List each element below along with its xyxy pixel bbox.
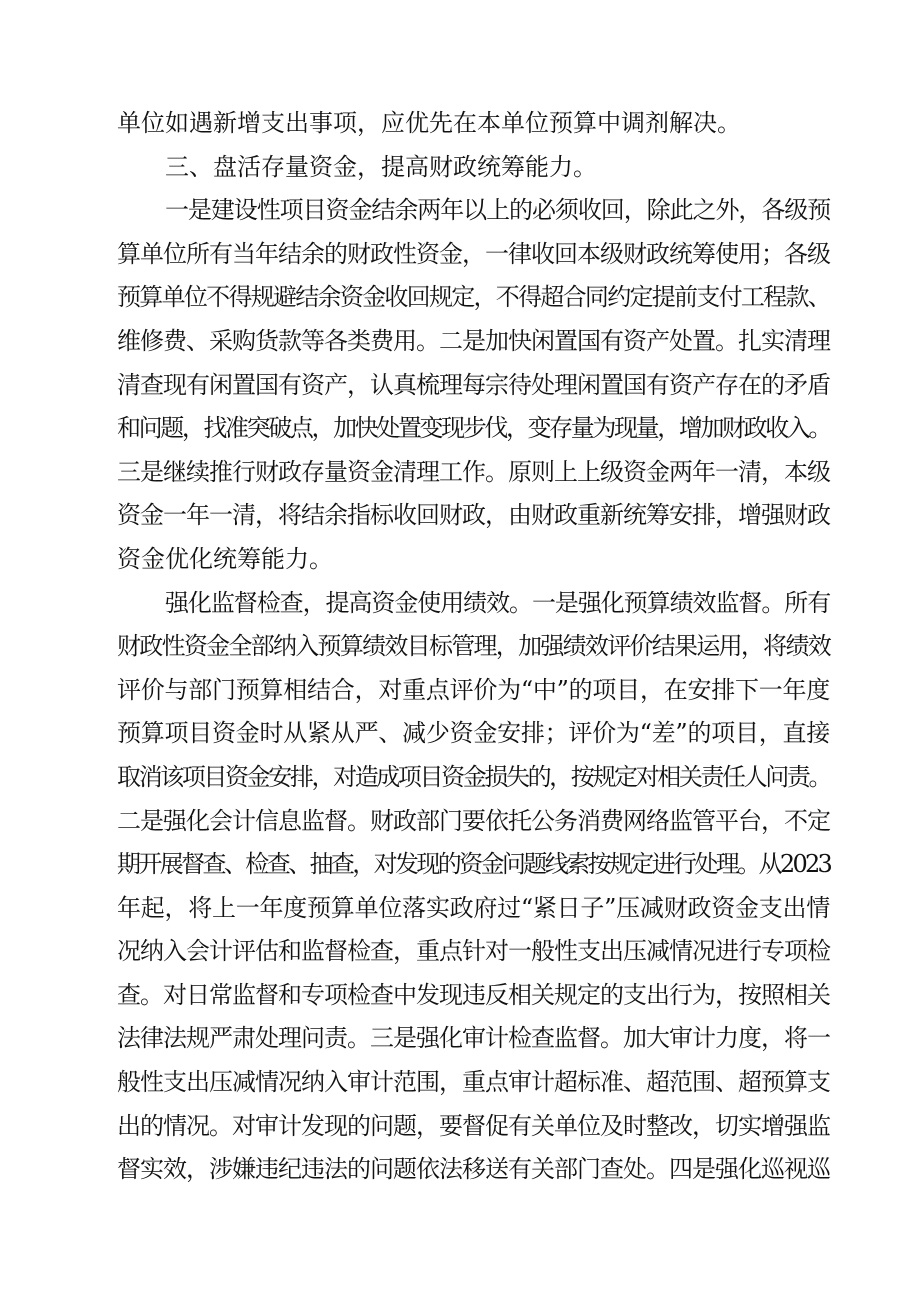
- text-line: 预算单位不得规避结余资金收回规定，不得超合同约定提前支付工程款、: [117, 283, 830, 312]
- text-line: 维修费、采购货款等各类费用。二是加快闲置国有资产处置。扎实清理: [117, 326, 830, 355]
- text-line: 预算项目资金时从紧从严、减少资金安排；评价为“差”的项目，直接: [117, 719, 830, 748]
- text-line: 财政性资金全部纳入预算绩效目标管理，加强绩效评价结果运用，将绩效: [117, 632, 830, 661]
- text-line: 查。对日常监督和专项检查中发现违反相关规定的支出行为，按照相关: [117, 980, 830, 1009]
- text-line: 期开展督查、检查、抽查，对发现的资金问题线索按规定进行处理。从2023: [117, 850, 830, 879]
- text-line: 评价与部门预算相结合，对重点评价为“中”的项目，在安排下一年度: [117, 675, 830, 704]
- text-line: 取消该项目资金安排，对造成项目资金损失的，按规定对相关责任人问责。: [117, 762, 830, 791]
- text-line: 况纳入会计评估和监督检查，重点针对一般性支出压减情况进行专项检: [117, 937, 830, 966]
- text-line: 和问题，找准突破点，加快处置变现步伐，变存量为现量，增加财政收入。: [117, 414, 830, 443]
- text-line: 算单位所有当年结余的财政性资金，一律收回本级财政统筹使用；各级: [117, 239, 830, 268]
- text-line: 三是继续推行财政存量资金清理工作。原则上上级资金两年一清，本级: [117, 457, 830, 486]
- text-line: 法律法规严肃处理问责。三是强化审计检查监督。加大审计力度，将一: [117, 1024, 830, 1053]
- text-line: 一是建设性项目资金结余两年以上的必须收回，除此之外，各级预: [165, 196, 830, 225]
- section-heading: 三、盘活存量资金，提高财政统筹能力。: [165, 152, 597, 181]
- text-line: 出的情况。对审计发现的问题，要督促有关单位及时整改，切实增强监: [117, 1111, 830, 1140]
- text-line: 清查现有闲置国有资产，认真梳理每宗待处理闲置国有资产存在的矛盾: [117, 370, 830, 399]
- text-line: 资金一年一清，将结余指标收回财政，由财政重新统筹安排，增强财政: [117, 501, 830, 530]
- text-line: 二是强化会计信息监督。财政部门要依托公务消费网络监管平台，不定: [117, 806, 830, 835]
- text-line: 般性支出压减情况纳入审计范围，重点审计超标准、超范围、超预算支: [117, 1068, 830, 1097]
- text-line: 督实效，涉嫌违纪违法的问题依法移送有关部门查处。四是强化巡视巡: [117, 1155, 830, 1184]
- text-line: 年起，将上一年度预算单位落实政府过“紧日子”压减财政资金支出情: [117, 893, 830, 922]
- text-line: 单位如遇新增支出事项，应优先在本单位预算中调剂解决。: [117, 109, 741, 137]
- text-line: 资金优化统筹能力。: [117, 544, 333, 573]
- document-body: [117, 102, 830, 1192]
- text-line: 强化监督检查，提高资金使用绩效。一是强化预算绩效监督。所有: [165, 588, 830, 617]
